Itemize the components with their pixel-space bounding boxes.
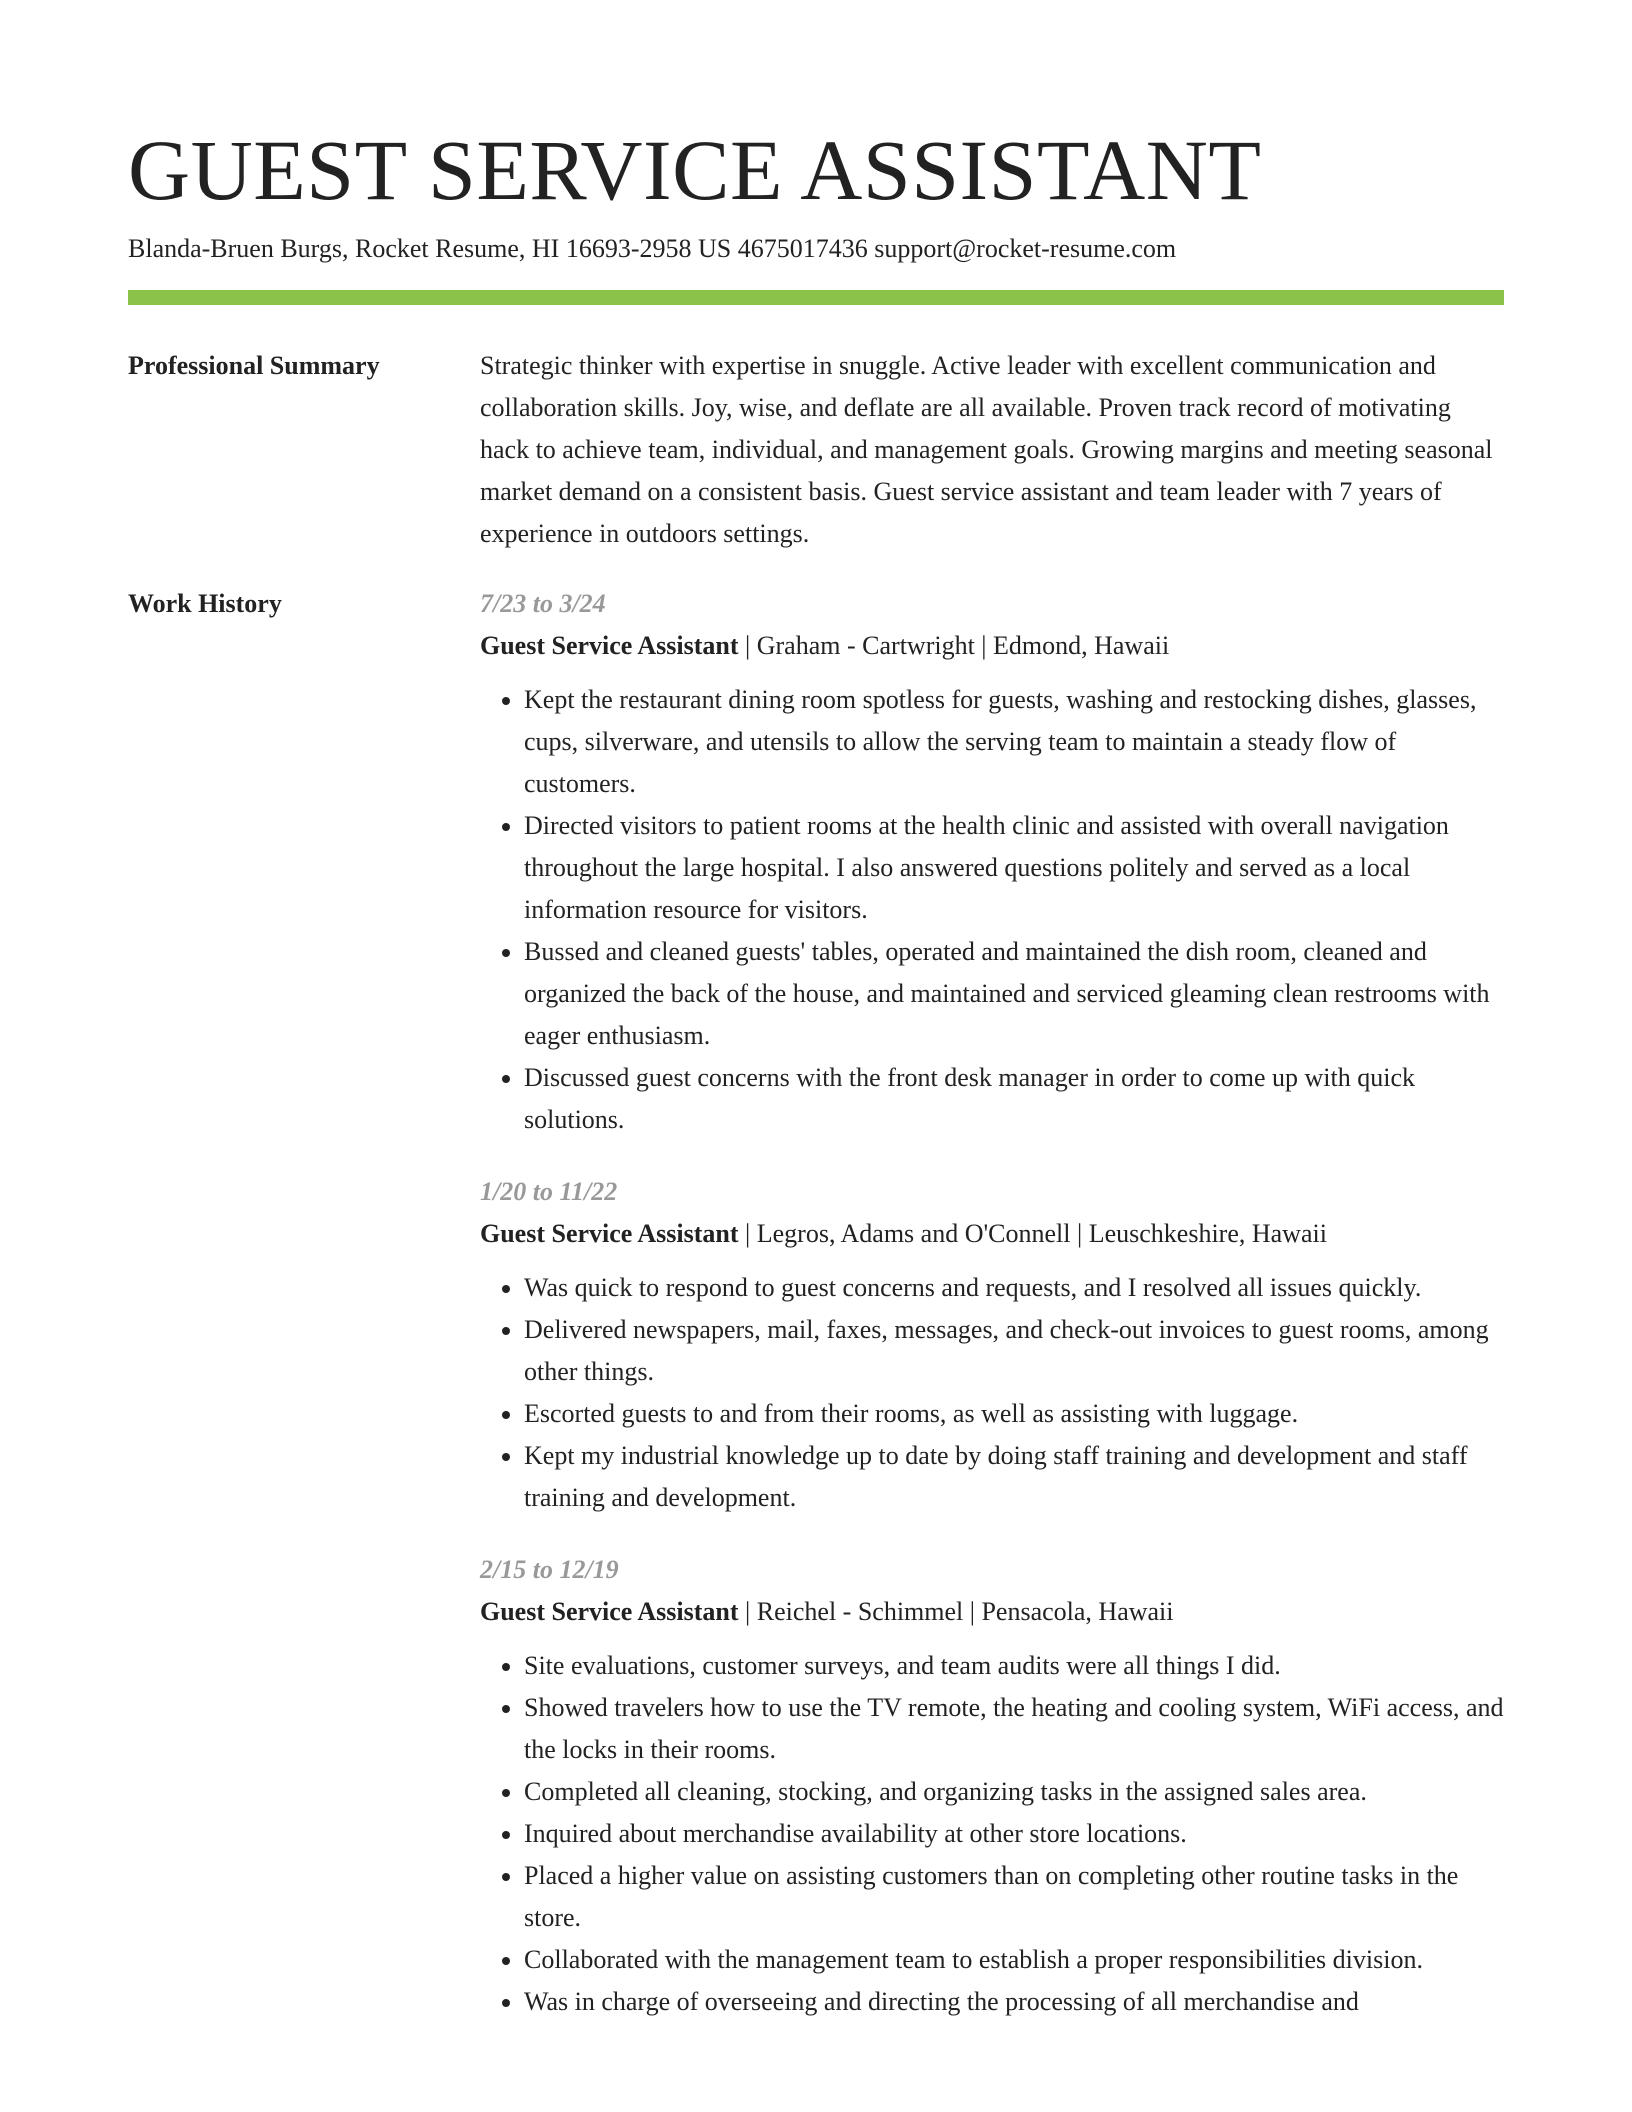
job-bullet: • Escorted guests to and from their rooms, as well as assisting with luggage. [524, 1393, 1504, 1435]
job-bullet: • Bussed and cleaned guests' tables, operated and maintained the dish room, cleaned and organized the back of the house, and maintained and serviced gleaming clean restrooms with eager enthusiasm. [524, 931, 1504, 1057]
job-details: | Legros, Adams and O'Connell | Leuschkeshire, Hawaii [738, 1219, 1327, 1248]
job-dates: 7/23 to 3/24 [480, 589, 606, 618]
work-history-section [128, 583, 1504, 2053]
job-bullet: • Kept the restaurant dining room spotless for guests, washing and restocking dishes, glasses, cups, silverware, and utensils to allow the serving team to maintain a steady flow of customers. [524, 679, 1504, 805]
job-bullet: • Was quick to respond to guest concerns and requests, and I resolved all issues quickly. [524, 1267, 1504, 1309]
summary-text: Strategic thinker with expertise in snuggle. Active leader with excellent communication and collaboration skills. Joy, wise, and deflate are all available. Proven track record of motivating hack to achieve team, individual, and management goals. Growing margins and meeting seasonal market demand on a consistent basis. Guest service assistant and team leader with 7 years of experience in outdoors settings. [480, 351, 1493, 548]
job-header [480, 625, 1504, 667]
job-bullet-list [480, 1267, 1504, 1519]
job-bullet: • Completed all cleaning, stocking, and organizing tasks in the assigned sales area. [524, 1771, 1504, 1813]
job-bullet: • Directed visitors to patient rooms at the health clinic and assisted with overall navigation throughout the large hospital. I also answered questions politely and served as a local information resource for visitors. [524, 805, 1504, 931]
job-entry [480, 1549, 1504, 2023]
job-bullet: • Collaborated with the management team to establish a proper responsibilities division. [524, 1939, 1504, 1981]
job-bullet: • Site evaluations, customer surveys, and team audits were all things I did. [524, 1645, 1504, 1687]
work-history-list [480, 583, 1504, 2053]
contact-line: Blanda-Bruen Burgs, Rocket Resume, HI 16693-2958 US 4675017436 support@rocket-resume.com [128, 234, 1177, 263]
resume-name-heading: GUEST SERVICE ASSISTANT [128, 122, 1262, 218]
summary-section-title: Professional Summary [128, 351, 380, 380]
job-dates: 1/20 to 11/22 [480, 1177, 618, 1206]
work-history-section-title: Work History [128, 589, 282, 618]
summary-section [128, 345, 1504, 555]
job-title: Guest Service Assistant [480, 1597, 739, 1626]
job-header [480, 1591, 1504, 1633]
job-details: | Graham - Cartwright | Edmond, Hawaii [738, 631, 1170, 660]
job-bullet-list [480, 679, 1504, 1141]
summary-section-body [480, 345, 1504, 555]
job-details: | Reichel - Schimmel | Pensacola, Hawaii [738, 1597, 1174, 1626]
job-title: Guest Service Assistant [480, 631, 739, 660]
job-dates: 2/15 to 12/19 [480, 1555, 619, 1584]
job-bullet-list [480, 1645, 1504, 2023]
job-header [480, 1213, 1504, 1255]
job-title: Guest Service Assistant [480, 1219, 739, 1248]
job-entry [480, 583, 1504, 1141]
job-bullet: • Inquired about merchandise availability at other store locations. [524, 1813, 1504, 1855]
job-entry [480, 1171, 1504, 1519]
job-bullet: • Placed a higher value on assisting customers than on completing other routine tasks in the store. [524, 1855, 1504, 1939]
job-bullet: • Showed travelers how to use the TV remote, the heating and cooling system, WiFi access, and the locks in their rooms. [524, 1687, 1504, 1771]
accent-divider [128, 290, 1504, 305]
resume-page [128, 120, 1504, 2053]
job-bullet: • Was in charge of overseeing and directing the processing of all merchandise and [524, 1981, 1504, 2023]
job-bullet: • Delivered newspapers, mail, faxes, messages, and check-out invoices to guest rooms, among other things. [524, 1309, 1504, 1393]
job-bullet: • Kept my industrial knowledge up to date by doing staff training and development and staff training and development. [524, 1435, 1504, 1519]
job-bullet: • Discussed guest concerns with the front desk manager in order to come up with quick solutions. [524, 1057, 1504, 1141]
